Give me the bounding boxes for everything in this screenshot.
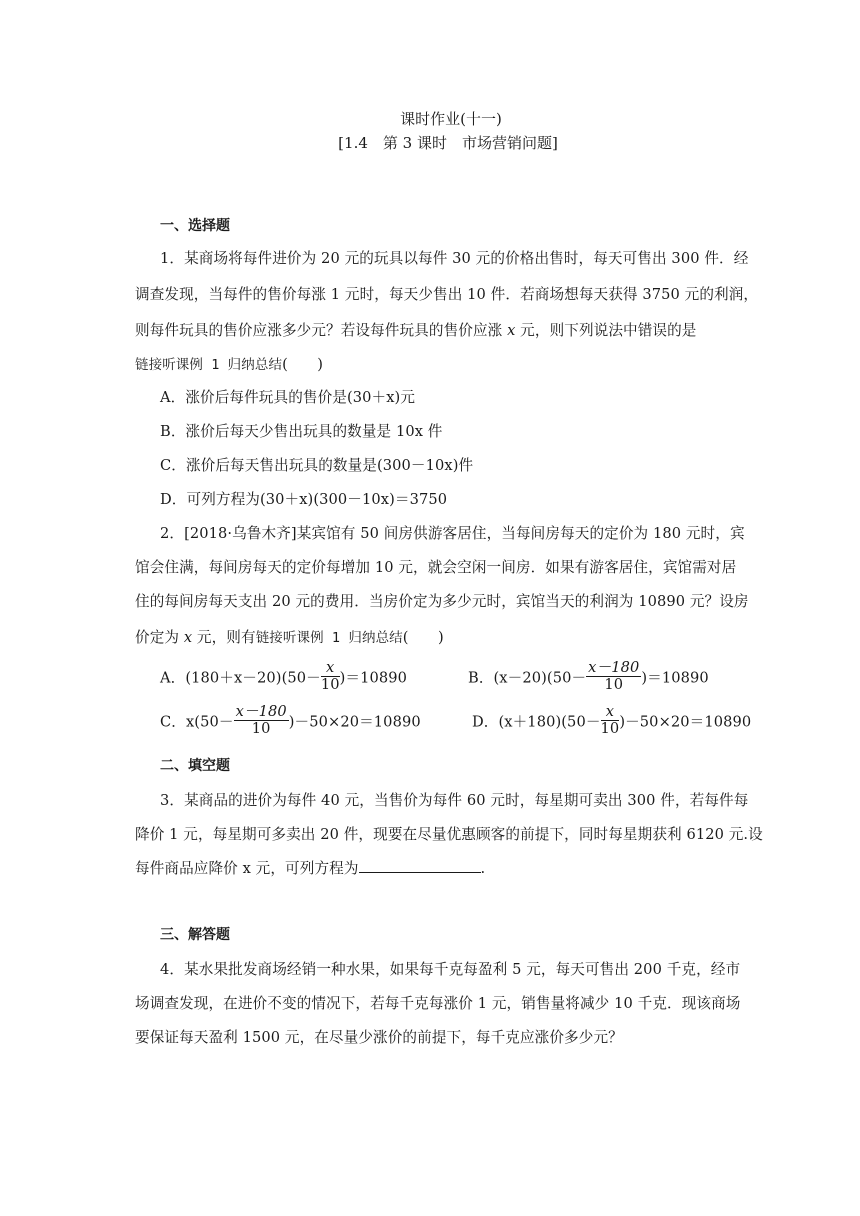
page-subtitle: [1.4 第 3 课时 市场营销问题] <box>338 134 558 152</box>
answer-blank <box>359 858 481 873</box>
q2-option-a: A．(180＋x－20)(50－ $\frac{x}{10}$ )＝10890 <box>160 659 408 693</box>
q3-line-3: 每件商品应降价 x 元，可列方程为 . <box>135 860 486 877</box>
section-heading-choice: 一、选择题 <box>160 218 230 234</box>
q2-line-4: 价定为 x 元，则有链接听课例 1 归纳总结( ) <box>135 629 444 646</box>
q1-option-b: B．涨价后每天少售出玩具的数量是 10x 件 <box>160 423 443 440</box>
q2-line-1: 2．[2018·乌鲁木齐]某宾馆有 50 间房供游客居住，当每间房每天的定价为 180 元时，宾 <box>160 525 745 542</box>
section-heading-fill: 二、填空题 <box>160 758 230 774</box>
q1-line-4 <box>135 353 323 374</box>
q2-option-b: B．(x－20)(50－ $\frac{x-180}{10}$ )＝10890 <box>468 659 709 693</box>
q4-line-2: 场调查发现，在进价不变的情况下，若每千克每涨价 1 元，销售量将减少 10 千克．现该商场 <box>135 995 741 1012</box>
fraction: $\frac{x-180}{10}$ <box>235 703 287 737</box>
fraction: $\frac{x}{10}$ <box>320 659 340 693</box>
q4-line-3: 要保证每天盈利 1500 元，在尽量少涨价的前提下，每千克应涨价多少元？ <box>135 1029 623 1046</box>
page-title: 课时作业(十一) <box>400 110 502 128</box>
fraction: $\frac{x}{10}$ <box>600 703 620 737</box>
q1-line-1: 1．某商场将每件进价为 20 元的玩具以每件 30 元的价格出售时，每天可售出 300 件．经 <box>160 250 749 267</box>
q4-line-1: 4．某水果批发商场经销一种水果，如果每千克每盈利 5 元，每天可售出 200 千克，经市 <box>160 961 741 978</box>
q2-answer-paren: ( ) <box>402 629 444 646</box>
section-heading-solve: 三、解答题 <box>160 927 230 943</box>
q2-line-3: 住的每间房每天支出 20 元的费用．当房价定为多少元时，宾馆当天的利润为 10890 元？设房 <box>135 593 749 610</box>
q1-line-3: 则每件玩具的售价应涨多少元？若设每件玩具的售价应涨 x 元，则下列说法中错误的是 <box>135 322 697 339</box>
q1-link-note: 链接听课例 1 归纳总结 <box>135 357 283 373</box>
q2-link-note: 链接听课例 1 归纳总结 <box>255 630 403 646</box>
q3-line-1: 3．某商品的进价为每件 40 元，当售价为每件 60 元时，每星期可卖出 300 件，若每件每 <box>160 792 749 809</box>
q1-option-a: A．涨价后每件玩具的售价是(30＋x)元 <box>160 389 416 406</box>
q2-line-2: 馆会住满，每间房每天的定价每增加 10 元，就会空闲一间房．如果有游客居住，宾馆需对居 <box>135 559 737 576</box>
q1-option-c: C．涨价后每天售出玩具的数量是(300－10x)件 <box>160 457 474 474</box>
q1-answer-paren: ( ) <box>282 356 324 373</box>
fraction: $\frac{x-180}{10}$ <box>588 659 640 693</box>
q2-option-c: C．x(50－ $\frac{x-180}{10}$ )－50×20＝10890 <box>160 703 421 737</box>
q1-option-d: D．可列方程为(30＋x)(300－10x)＝3750 <box>160 491 448 508</box>
q2-option-d: D．(x＋180)(50－ $\frac{x}{10}$ )－50×20＝10890 <box>472 703 752 737</box>
q1-line-2: 调查发现，当每件的售价每涨 1 元时，每天少售出 10 件．若商场想每天获得 3750 元的利润， <box>135 286 759 303</box>
q3-line-2: 降价 1 元，每星期可多卖出 20 件，现要在尽量优惠顾客的前提下，同时每星期获利 6120 元.设 <box>135 826 763 843</box>
